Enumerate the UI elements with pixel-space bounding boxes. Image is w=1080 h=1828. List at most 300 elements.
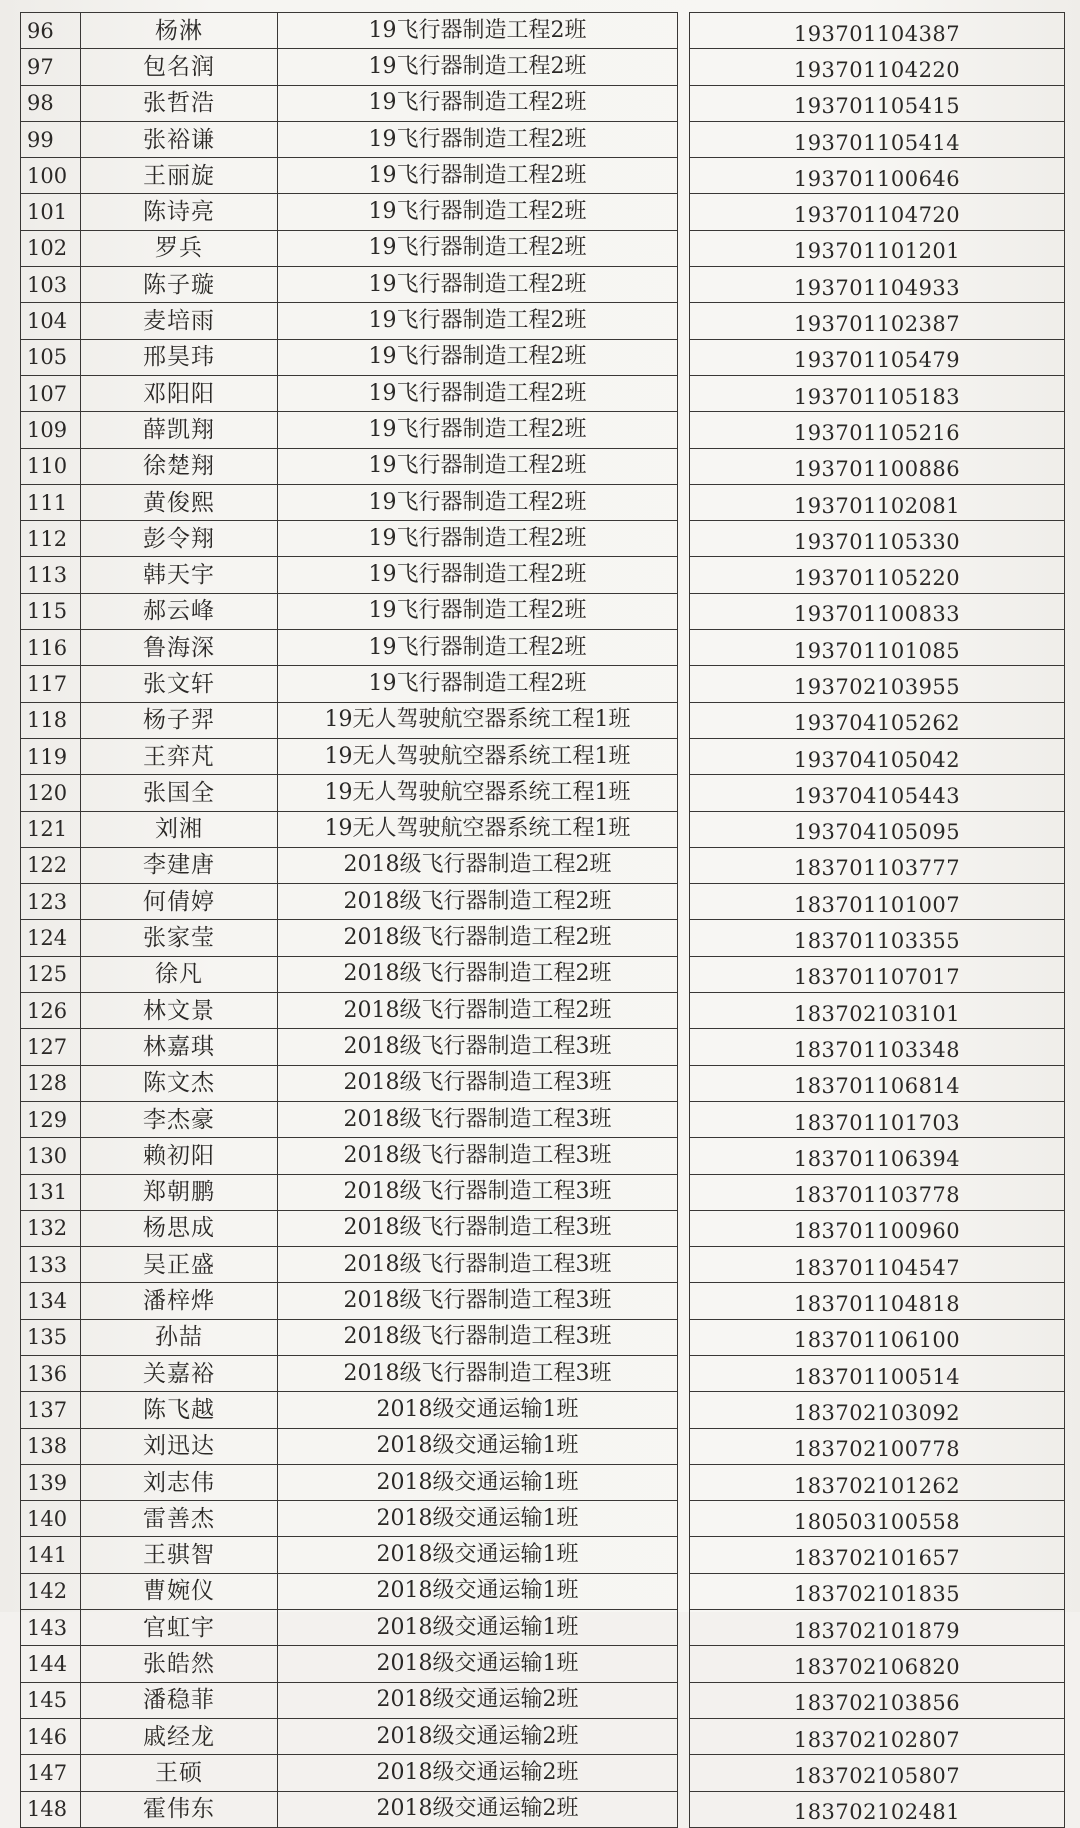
class-name: 19无人驾驶航空器系统工程1班 xyxy=(278,738,678,774)
class-name: 19飞行器制造工程2班 xyxy=(278,630,678,666)
student-id: 193701105216 xyxy=(690,412,1065,448)
column-gap xyxy=(678,412,690,448)
student-id: 183701101703 xyxy=(690,1101,1065,1137)
student-name: 郑朝鹏 xyxy=(81,1174,278,1210)
column-gap xyxy=(678,956,690,992)
student-name: 郝云峰 xyxy=(81,593,278,629)
table-row xyxy=(21,920,1065,956)
table-row xyxy=(21,1428,1065,1464)
table-row xyxy=(21,1646,1065,1682)
column-gap xyxy=(678,847,690,883)
class-name: 2018级交通运输1班 xyxy=(278,1464,678,1500)
student-id: 183701103778 xyxy=(690,1174,1065,1210)
row-number: 101 xyxy=(21,194,81,230)
student-id: 193701105415 xyxy=(690,85,1065,121)
column-gap xyxy=(678,1210,690,1246)
column-gap xyxy=(678,1464,690,1500)
class-name: 2018级飞行器制造工程2班 xyxy=(278,956,678,992)
column-gap xyxy=(678,521,690,557)
student-id: 193701101085 xyxy=(690,630,1065,666)
table-row xyxy=(21,1210,1065,1246)
student-name: 陈飞越 xyxy=(81,1392,278,1428)
student-name: 张文轩 xyxy=(81,666,278,702)
student-id: 183702102481 xyxy=(690,1791,1065,1827)
row-number: 124 xyxy=(21,920,81,956)
column-gap xyxy=(678,1174,690,1210)
student-id: 183701106394 xyxy=(690,1138,1065,1174)
table-row xyxy=(21,1247,1065,1283)
class-name: 19飞行器制造工程2班 xyxy=(278,484,678,520)
table-row xyxy=(21,811,1065,847)
class-name: 2018级交通运输1班 xyxy=(278,1501,678,1537)
class-name: 2018级交通运输1班 xyxy=(278,1573,678,1609)
row-number: 115 xyxy=(21,593,81,629)
student-id: 193704105262 xyxy=(690,702,1065,738)
table-row xyxy=(21,738,1065,774)
row-number: 103 xyxy=(21,267,81,303)
column-gap xyxy=(678,884,690,920)
column-gap xyxy=(678,1355,690,1391)
table-row xyxy=(21,1718,1065,1754)
student-id: 183702101879 xyxy=(690,1610,1065,1646)
class-name: 2018级飞行器制造工程3班 xyxy=(278,1101,678,1137)
table-row xyxy=(21,267,1065,303)
student-name: 徐楚翔 xyxy=(81,448,278,484)
table-row xyxy=(21,1791,1065,1827)
roster-body xyxy=(21,13,1065,1828)
column-gap xyxy=(678,1718,690,1754)
table-row xyxy=(21,1065,1065,1101)
student-name: 薛凯翔 xyxy=(81,412,278,448)
class-name: 2018级交通运输1班 xyxy=(278,1610,678,1646)
table-row xyxy=(21,339,1065,375)
column-gap xyxy=(678,267,690,303)
class-name: 2018级飞行器制造工程2班 xyxy=(278,920,678,956)
student-id: 193701102387 xyxy=(690,303,1065,339)
table-row xyxy=(21,775,1065,811)
student-id: 180503100558 xyxy=(690,1501,1065,1537)
class-name: 2018级交通运输1班 xyxy=(278,1646,678,1682)
class-name: 19飞行器制造工程2班 xyxy=(278,557,678,593)
student-name: 霍伟东 xyxy=(81,1791,278,1827)
table-row xyxy=(21,194,1065,230)
row-number: 98 xyxy=(21,85,81,121)
student-name: 关嘉裕 xyxy=(81,1355,278,1391)
student-name: 张裕谦 xyxy=(81,121,278,157)
student-id: 193701100646 xyxy=(690,158,1065,194)
class-name: 19飞行器制造工程2班 xyxy=(278,230,678,266)
table-row xyxy=(21,847,1065,883)
column-gap xyxy=(678,484,690,520)
column-gap xyxy=(678,775,690,811)
class-name: 2018级飞行器制造工程3班 xyxy=(278,1283,678,1319)
row-number: 140 xyxy=(21,1501,81,1537)
column-gap xyxy=(678,702,690,738)
column-gap xyxy=(678,666,690,702)
row-number: 107 xyxy=(21,375,81,411)
student-id: 193701105330 xyxy=(690,521,1065,557)
class-name: 19飞行器制造工程2班 xyxy=(278,448,678,484)
student-id: 193701105220 xyxy=(690,557,1065,593)
table-row xyxy=(21,1610,1065,1646)
row-number: 128 xyxy=(21,1065,81,1101)
row-number: 134 xyxy=(21,1283,81,1319)
student-name: 彭令翔 xyxy=(81,521,278,557)
column-gap xyxy=(678,13,690,49)
class-name: 19飞行器制造工程2班 xyxy=(278,194,678,230)
student-id: 193701104933 xyxy=(690,267,1065,303)
column-gap xyxy=(678,158,690,194)
row-number: 117 xyxy=(21,666,81,702)
class-name: 19无人驾驶航空器系统工程1班 xyxy=(278,702,678,738)
class-name: 2018级交通运输1班 xyxy=(278,1392,678,1428)
student-name: 王弈芃 xyxy=(81,738,278,774)
class-name: 2018级交通运输2班 xyxy=(278,1682,678,1718)
class-name: 2018级交通运输2班 xyxy=(278,1755,678,1791)
row-number: 143 xyxy=(21,1610,81,1646)
student-name: 杨思成 xyxy=(81,1210,278,1246)
row-number: 144 xyxy=(21,1646,81,1682)
table-row xyxy=(21,1392,1065,1428)
column-gap xyxy=(678,448,690,484)
class-name: 19飞行器制造工程2班 xyxy=(278,303,678,339)
table-row xyxy=(21,1101,1065,1137)
table-row xyxy=(21,448,1065,484)
student-id: 193702103955 xyxy=(690,666,1065,702)
student-name: 刘志伟 xyxy=(81,1464,278,1500)
table-row xyxy=(21,1283,1065,1319)
student-name: 张家莹 xyxy=(81,920,278,956)
row-number: 133 xyxy=(21,1247,81,1283)
table-row xyxy=(21,1355,1065,1391)
table-row xyxy=(21,956,1065,992)
student-name: 林嘉琪 xyxy=(81,1029,278,1065)
student-id: 183701107017 xyxy=(690,956,1065,992)
column-gap xyxy=(678,49,690,85)
student-name: 杨子羿 xyxy=(81,702,278,738)
class-name: 2018级飞行器制造工程2班 xyxy=(278,884,678,920)
student-name: 吴正盛 xyxy=(81,1247,278,1283)
student-name: 戚经龙 xyxy=(81,1718,278,1754)
student-name: 潘梓烨 xyxy=(81,1283,278,1319)
table-row xyxy=(21,1501,1065,1537)
row-number: 100 xyxy=(21,158,81,194)
student-name: 罗兵 xyxy=(81,230,278,266)
row-number: 123 xyxy=(21,884,81,920)
student-name: 曹婉仪 xyxy=(81,1573,278,1609)
student-id: 193701102081 xyxy=(690,484,1065,520)
table-row xyxy=(21,1174,1065,1210)
class-name: 19飞行器制造工程2班 xyxy=(278,375,678,411)
student-id: 183702100778 xyxy=(690,1428,1065,1464)
student-id: 183701106100 xyxy=(690,1319,1065,1355)
column-gap xyxy=(678,593,690,629)
student-id: 183701104547 xyxy=(690,1247,1065,1283)
student-name: 何倩婷 xyxy=(81,884,278,920)
student-id: 183702102807 xyxy=(690,1718,1065,1754)
class-name: 2018级交通运输2班 xyxy=(278,1791,678,1827)
student-name: 李杰豪 xyxy=(81,1101,278,1137)
row-number: 129 xyxy=(21,1101,81,1137)
column-gap xyxy=(678,1428,690,1464)
table-row xyxy=(21,85,1065,121)
column-gap xyxy=(678,1682,690,1718)
student-name: 雷善杰 xyxy=(81,1501,278,1537)
student-id: 183701103348 xyxy=(690,1029,1065,1065)
student-id: 193701101201 xyxy=(690,230,1065,266)
class-name: 19飞行器制造工程2班 xyxy=(278,85,678,121)
column-gap xyxy=(678,1755,690,1791)
student-name: 王骐智 xyxy=(81,1537,278,1573)
student-id: 183702101262 xyxy=(690,1464,1065,1500)
column-gap xyxy=(678,303,690,339)
class-name: 19飞行器制造工程2班 xyxy=(278,339,678,375)
table-row xyxy=(21,412,1065,448)
student-name: 徐凡 xyxy=(81,956,278,992)
table-row xyxy=(21,13,1065,49)
row-number: 136 xyxy=(21,1355,81,1391)
row-number: 127 xyxy=(21,1029,81,1065)
row-number: 135 xyxy=(21,1319,81,1355)
student-name: 官虹宇 xyxy=(81,1610,278,1646)
column-gap xyxy=(678,1791,690,1827)
student-id: 183702103101 xyxy=(690,993,1065,1029)
row-number: 145 xyxy=(21,1682,81,1718)
column-gap xyxy=(678,1138,690,1174)
row-number: 147 xyxy=(21,1755,81,1791)
table-row xyxy=(21,1319,1065,1355)
row-number: 116 xyxy=(21,630,81,666)
student-id: 193704105095 xyxy=(690,811,1065,847)
student-id: 183702103856 xyxy=(690,1682,1065,1718)
student-name: 鲁海深 xyxy=(81,630,278,666)
student-name: 邢昊玮 xyxy=(81,339,278,375)
student-id: 193701104720 xyxy=(690,194,1065,230)
student-id: 183701103777 xyxy=(690,847,1065,883)
column-gap xyxy=(678,920,690,956)
column-gap xyxy=(678,811,690,847)
column-gap xyxy=(678,993,690,1029)
student-roster-table xyxy=(20,12,1065,1828)
student-id: 193701100886 xyxy=(690,448,1065,484)
class-name: 19飞行器制造工程2班 xyxy=(278,49,678,85)
class-name: 2018级交通运输2班 xyxy=(278,1718,678,1754)
table-row xyxy=(21,49,1065,85)
row-number: 113 xyxy=(21,557,81,593)
student-name: 张哲浩 xyxy=(81,85,278,121)
row-number: 97 xyxy=(21,49,81,85)
student-name: 赖初阳 xyxy=(81,1138,278,1174)
column-gap xyxy=(678,1501,690,1537)
student-name: 黄俊熙 xyxy=(81,484,278,520)
student-name: 麦培雨 xyxy=(81,303,278,339)
row-number: 111 xyxy=(21,484,81,520)
column-gap xyxy=(678,1247,690,1283)
class-name: 19飞行器制造工程2班 xyxy=(278,121,678,157)
class-name: 19飞行器制造工程2班 xyxy=(278,13,678,49)
student-id: 183701101007 xyxy=(690,884,1065,920)
class-name: 2018级飞行器制造工程3班 xyxy=(278,1029,678,1065)
row-number: 139 xyxy=(21,1464,81,1500)
table-row xyxy=(21,121,1065,157)
student-name: 陈文杰 xyxy=(81,1065,278,1101)
class-name: 19飞行器制造工程2班 xyxy=(278,593,678,629)
column-gap xyxy=(678,1646,690,1682)
column-gap xyxy=(678,121,690,157)
table-row xyxy=(21,521,1065,557)
row-number: 109 xyxy=(21,412,81,448)
table-row xyxy=(21,484,1065,520)
student-id: 193701105183 xyxy=(690,375,1065,411)
table-row xyxy=(21,557,1065,593)
table-row xyxy=(21,884,1065,920)
row-number: 137 xyxy=(21,1392,81,1428)
row-number: 126 xyxy=(21,993,81,1029)
row-number: 142 xyxy=(21,1573,81,1609)
column-gap xyxy=(678,557,690,593)
student-id: 183701106814 xyxy=(690,1065,1065,1101)
table-row xyxy=(21,593,1065,629)
column-gap xyxy=(678,375,690,411)
column-gap xyxy=(678,230,690,266)
row-number: 120 xyxy=(21,775,81,811)
table-row xyxy=(21,1537,1065,1573)
table-row xyxy=(21,630,1065,666)
student-name: 陈诗亮 xyxy=(81,194,278,230)
row-number: 110 xyxy=(21,448,81,484)
student-id: 183702101835 xyxy=(690,1573,1065,1609)
column-gap xyxy=(678,194,690,230)
column-gap xyxy=(678,1029,690,1065)
student-id: 183701103355 xyxy=(690,920,1065,956)
row-number: 125 xyxy=(21,956,81,992)
table-row xyxy=(21,1464,1065,1500)
row-number: 102 xyxy=(21,230,81,266)
table-row xyxy=(21,158,1065,194)
column-gap xyxy=(678,1283,690,1319)
student-id: 193704105443 xyxy=(690,775,1065,811)
row-number: 122 xyxy=(21,847,81,883)
row-number: 138 xyxy=(21,1428,81,1464)
class-name: 2018级交通运输1班 xyxy=(278,1428,678,1464)
table-row xyxy=(21,1573,1065,1609)
student-id: 193701104387 xyxy=(690,13,1065,49)
class-name: 19飞行器制造工程2班 xyxy=(278,412,678,448)
table-row xyxy=(21,1682,1065,1718)
column-gap xyxy=(678,738,690,774)
student-name: 王丽旋 xyxy=(81,158,278,194)
student-name: 杨淋 xyxy=(81,13,278,49)
student-name: 韩天宇 xyxy=(81,557,278,593)
class-name: 2018级飞行器制造工程3班 xyxy=(278,1247,678,1283)
class-name: 2018级飞行器制造工程3班 xyxy=(278,1210,678,1246)
column-gap xyxy=(678,1537,690,1573)
student-name: 张国全 xyxy=(81,775,278,811)
student-id: 183701100960 xyxy=(690,1210,1065,1246)
row-number: 146 xyxy=(21,1718,81,1754)
student-id: 183702106820 xyxy=(690,1646,1065,1682)
student-id: 183702103092 xyxy=(690,1392,1065,1428)
row-number: 96 xyxy=(21,13,81,49)
row-number: 131 xyxy=(21,1174,81,1210)
row-number: 105 xyxy=(21,339,81,375)
row-number: 121 xyxy=(21,811,81,847)
class-name: 2018级飞行器制造工程3班 xyxy=(278,1065,678,1101)
column-gap xyxy=(678,1610,690,1646)
row-number: 118 xyxy=(21,702,81,738)
class-name: 19飞行器制造工程2班 xyxy=(278,666,678,702)
column-gap xyxy=(678,1392,690,1428)
row-number: 99 xyxy=(21,121,81,157)
student-name: 包名润 xyxy=(81,49,278,85)
column-gap xyxy=(678,1319,690,1355)
class-name: 19无人驾驶航空器系统工程1班 xyxy=(278,811,678,847)
student-name: 李建唐 xyxy=(81,847,278,883)
student-name: 孙喆 xyxy=(81,1319,278,1355)
row-number: 119 xyxy=(21,738,81,774)
class-name: 19飞行器制造工程2班 xyxy=(278,267,678,303)
row-number: 104 xyxy=(21,303,81,339)
table-row xyxy=(21,375,1065,411)
student-name: 潘稳菲 xyxy=(81,1682,278,1718)
student-name: 王硕 xyxy=(81,1755,278,1791)
column-gap xyxy=(678,630,690,666)
class-name: 19飞行器制造工程2班 xyxy=(278,158,678,194)
row-number: 112 xyxy=(21,521,81,557)
column-gap xyxy=(678,339,690,375)
table-row xyxy=(21,702,1065,738)
table-row xyxy=(21,1029,1065,1065)
column-gap xyxy=(678,1101,690,1137)
student-id: 183702101657 xyxy=(690,1537,1065,1573)
student-id: 183701104818 xyxy=(690,1283,1065,1319)
student-name: 邓阳阳 xyxy=(81,375,278,411)
student-id: 193704105042 xyxy=(690,738,1065,774)
column-gap xyxy=(678,85,690,121)
class-name: 2018级交通运输1班 xyxy=(278,1537,678,1573)
student-id: 193701104220 xyxy=(690,49,1065,85)
class-name: 2018级飞行器制造工程2班 xyxy=(278,847,678,883)
class-name: 2018级飞行器制造工程3班 xyxy=(278,1174,678,1210)
column-gap xyxy=(678,1573,690,1609)
student-id: 183701100514 xyxy=(690,1355,1065,1391)
student-name: 林文景 xyxy=(81,993,278,1029)
table-row xyxy=(21,303,1065,339)
student-id: 183702105807 xyxy=(690,1755,1065,1791)
class-name: 19飞行器制造工程2班 xyxy=(278,521,678,557)
table-row xyxy=(21,993,1065,1029)
student-name: 刘湘 xyxy=(81,811,278,847)
student-name: 陈子璇 xyxy=(81,267,278,303)
student-id: 193701100833 xyxy=(690,593,1065,629)
table-row xyxy=(21,230,1065,266)
column-gap xyxy=(678,1065,690,1101)
table-row xyxy=(21,1138,1065,1174)
student-id: 193701105479 xyxy=(690,339,1065,375)
class-name: 2018级飞行器制造工程3班 xyxy=(278,1319,678,1355)
class-name: 2018级飞行器制造工程2班 xyxy=(278,993,678,1029)
row-number: 141 xyxy=(21,1537,81,1573)
row-number: 132 xyxy=(21,1210,81,1246)
student-name: 刘迅达 xyxy=(81,1428,278,1464)
class-name: 19无人驾驶航空器系统工程1班 xyxy=(278,775,678,811)
table-row xyxy=(21,666,1065,702)
table-row xyxy=(21,1755,1065,1791)
student-id: 193701105414 xyxy=(690,121,1065,157)
row-number: 148 xyxy=(21,1791,81,1827)
class-name: 2018级飞行器制造工程3班 xyxy=(278,1138,678,1174)
class-name: 2018级飞行器制造工程3班 xyxy=(278,1355,678,1391)
